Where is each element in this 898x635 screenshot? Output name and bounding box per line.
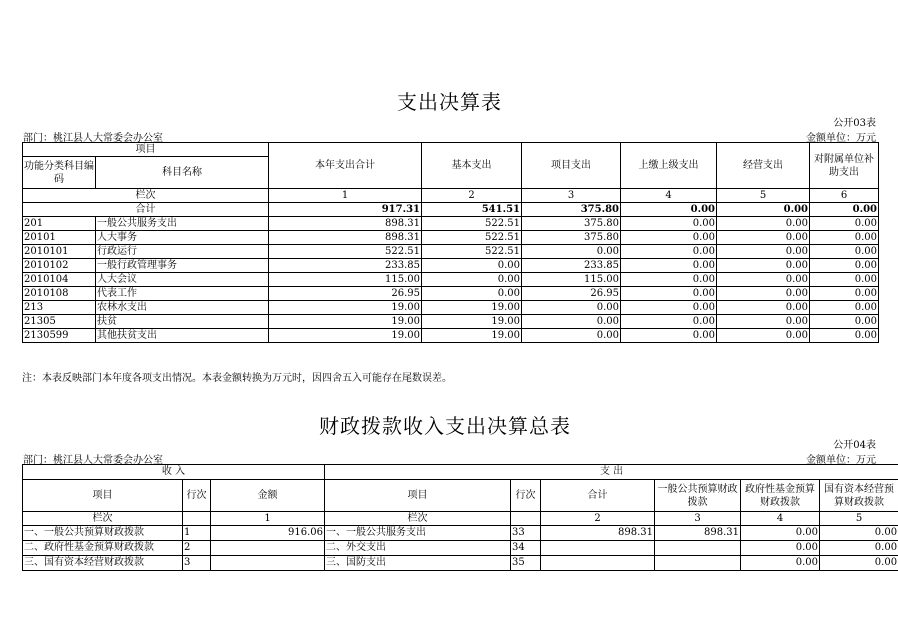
income-line: 2 xyxy=(183,541,211,556)
row-value: 233.85 xyxy=(522,259,621,273)
t2-unit: 金额单位：万元 xyxy=(806,455,876,466)
row-value: 26.95 xyxy=(269,287,422,301)
table-row xyxy=(23,526,898,541)
t1-sum-upper: 0.00 xyxy=(621,203,717,217)
row-code: 2130599 xyxy=(23,329,96,343)
t2-n1: 1 xyxy=(211,512,325,526)
t1-n2: 2 xyxy=(422,189,522,203)
row-value: 19.00 xyxy=(422,329,522,343)
t1-sum-label: 合计 xyxy=(23,203,269,217)
row-value: 898.31 xyxy=(269,231,422,245)
table-row xyxy=(23,329,879,343)
row-code: 21305 xyxy=(23,315,96,329)
t2-h-income: 收 入 xyxy=(23,465,325,480)
row-value: 115.00 xyxy=(522,273,621,287)
t1-h-item: 项目 xyxy=(23,143,269,157)
t2-h-state: 国有资本经营预算财政拨款 xyxy=(820,480,898,512)
row-value: 0.00 xyxy=(522,245,621,259)
expense-total: 898.31 xyxy=(541,526,655,541)
row-value: 0.00 xyxy=(422,273,522,287)
t1-h-oper: 经营支出 xyxy=(717,143,810,189)
t2-h-fund: 政府性基金预算财政拨款 xyxy=(741,480,820,512)
income-line: 1 xyxy=(183,526,211,541)
row-name: 扶贫 xyxy=(96,315,269,329)
t1-sum-project: 375.80 xyxy=(522,203,621,217)
table-row xyxy=(23,245,879,259)
row-value: 0.00 xyxy=(621,301,717,315)
row-value: 19.00 xyxy=(422,301,522,315)
row-value: 19.00 xyxy=(269,301,422,315)
table-row xyxy=(23,556,898,571)
expense-line: 35 xyxy=(511,556,541,571)
expense-line: 34 xyxy=(511,541,541,556)
t2-title: 财政拨款收入支出决算总表 xyxy=(319,414,571,438)
row-value: 0.00 xyxy=(522,315,621,329)
row-value: 0.00 xyxy=(522,301,621,315)
row-value: 19.00 xyxy=(269,315,422,329)
row-value: 522.51 xyxy=(269,245,422,259)
table-row xyxy=(23,301,879,315)
t2-h-lanci2: 栏次 xyxy=(325,512,511,526)
row-code: 2010102 xyxy=(23,259,96,273)
row-value: 0.00 xyxy=(717,217,810,231)
t1-title: 支出决算表 xyxy=(397,90,502,114)
row-value: 0.00 xyxy=(810,245,879,259)
table-row xyxy=(23,273,879,287)
row-value: 0.00 xyxy=(621,231,717,245)
row-value: 0.00 xyxy=(422,287,522,301)
t2-n5: 5 xyxy=(820,512,898,526)
row-value: 0.00 xyxy=(810,217,879,231)
income-item: 一、一般公共预算财政拨款 xyxy=(23,526,183,541)
row-name: 人大会议 xyxy=(96,273,269,287)
income-amount xyxy=(211,541,325,556)
row-value: 375.80 xyxy=(522,231,621,245)
expense-state: 0.00 xyxy=(820,526,898,541)
row-value: 19.00 xyxy=(422,315,522,329)
t2-dept: 部门：桃江县人大常委会办公室 xyxy=(23,455,163,466)
row-value: 0.00 xyxy=(810,315,879,329)
income-item: 二、政府性基金预算财政拨款 xyxy=(23,541,183,556)
row-value: 0.00 xyxy=(810,287,879,301)
expense-fund: 0.00 xyxy=(741,541,820,556)
row-code: 2010104 xyxy=(23,273,96,287)
expense-state: 0.00 xyxy=(820,556,898,571)
row-value: 0.00 xyxy=(810,273,879,287)
expense-state: 0.00 xyxy=(820,541,898,556)
row-value: 0.00 xyxy=(522,329,621,343)
row-value: 0.00 xyxy=(810,301,879,315)
row-value: 0.00 xyxy=(621,273,717,287)
row-value: 0.00 xyxy=(810,259,879,273)
row-value: 0.00 xyxy=(717,287,810,301)
t2-n2: 2 xyxy=(541,512,655,526)
row-value: 898.31 xyxy=(269,217,422,231)
row-name: 一般公共服务支出 xyxy=(96,217,269,231)
t1-sum-sub: 0.00 xyxy=(810,203,879,217)
income-amount: 916.06 xyxy=(211,526,325,541)
row-value: 19.00 xyxy=(269,329,422,343)
t1-n6: 6 xyxy=(810,189,879,203)
table-row xyxy=(23,315,879,329)
t1-n4: 4 xyxy=(621,189,717,203)
row-value: 115.00 xyxy=(269,273,422,287)
t1-n5: 5 xyxy=(717,189,810,203)
t1-h-total: 本年支出合计 xyxy=(269,143,422,189)
t2-h-item: 项目 xyxy=(23,480,183,512)
t1-sum-oper: 0.00 xyxy=(717,203,810,217)
table-row xyxy=(23,231,879,245)
t1-h-lanci: 栏次 xyxy=(23,189,269,203)
expense-line: 33 xyxy=(511,526,541,541)
t2-table xyxy=(22,464,898,571)
expense-general xyxy=(655,541,741,556)
t1-n3: 3 xyxy=(522,189,621,203)
t2-h-hangci: 行次 xyxy=(183,480,211,512)
row-code: 2010108 xyxy=(23,287,96,301)
row-value: 0.00 xyxy=(422,259,522,273)
t1-code: 公开03表 xyxy=(833,118,876,129)
row-value: 0.00 xyxy=(717,231,810,245)
income-line: 3 xyxy=(183,556,211,571)
t1-body xyxy=(23,217,879,343)
income-amount xyxy=(211,556,325,571)
row-value: 0.00 xyxy=(717,273,810,287)
row-name: 农林水支出 xyxy=(96,301,269,315)
row-name: 其他扶贫支出 xyxy=(96,329,269,343)
t2-h-amount: 金额 xyxy=(211,480,325,512)
table-row xyxy=(23,217,879,231)
t1-unit: 金额单位：万元 xyxy=(806,133,876,144)
table-row xyxy=(23,541,898,556)
t1-h-code: 功能分类科目编码 xyxy=(23,157,96,189)
expense-fund: 0.00 xyxy=(741,556,820,571)
row-code: 201 xyxy=(23,217,96,231)
t2-code: 公开04表 xyxy=(833,440,876,451)
t1-h-upper: 上缴上级支出 xyxy=(621,143,717,189)
row-value: 0.00 xyxy=(621,287,717,301)
expense-total xyxy=(541,541,655,556)
row-code: 213 xyxy=(23,301,96,315)
t2-h-item2: 项目 xyxy=(325,480,511,512)
row-value: 233.85 xyxy=(269,259,422,273)
t2-n4: 4 xyxy=(741,512,820,526)
expense-fund: 0.00 xyxy=(741,526,820,541)
row-value: 0.00 xyxy=(810,231,879,245)
t2-h-expense: 支 出 xyxy=(325,465,898,480)
row-value: 0.00 xyxy=(717,245,810,259)
row-name: 人大事务 xyxy=(96,231,269,245)
t1-dept: 部门：桃江县人大常委会办公室 xyxy=(23,133,163,144)
expense-item: 三、国防支出 xyxy=(325,556,511,571)
t1-h-sub: 对附属单位补助支出 xyxy=(810,143,879,189)
empty-cell xyxy=(511,512,541,526)
row-value: 0.00 xyxy=(621,259,717,273)
row-code: 2010101 xyxy=(23,245,96,259)
expense-item: 一、一般公共服务支出 xyxy=(325,526,511,541)
t1-sum-total: 917.31 xyxy=(269,203,422,217)
row-name: 代表工作 xyxy=(96,287,269,301)
row-code: 20101 xyxy=(23,231,96,245)
row-value: 0.00 xyxy=(717,315,810,329)
t1-n1: 1 xyxy=(269,189,422,203)
t1-h-basic: 基本支出 xyxy=(422,143,522,189)
t1-h-project: 项目支出 xyxy=(522,143,621,189)
t2-h-hangci2: 行次 xyxy=(511,480,541,512)
t2-n3: 3 xyxy=(655,512,741,526)
t2-h-general: 一般公共预算财政拨款 xyxy=(655,480,741,512)
expense-general: 898.31 xyxy=(655,526,741,541)
row-value: 0.00 xyxy=(621,245,717,259)
empty-cell xyxy=(183,512,211,526)
row-value: 522.51 xyxy=(422,245,522,259)
expense-total xyxy=(541,556,655,571)
row-name: 一般行政管理事务 xyxy=(96,259,269,273)
row-value: 0.00 xyxy=(621,217,717,231)
row-value: 0.00 xyxy=(810,329,879,343)
expense-item: 二、外交支出 xyxy=(325,541,511,556)
t1-table xyxy=(22,142,879,343)
row-value: 0.00 xyxy=(621,329,717,343)
t1-sum-basic: 541.51 xyxy=(422,203,522,217)
row-value: 0.00 xyxy=(621,315,717,329)
t1-note: 注：本表反映部门本年度各项支出情况。本表金额转换为万元时，因四舍五入可能存在尾数误差。 xyxy=(22,373,452,384)
row-value: 522.51 xyxy=(422,231,522,245)
table-row xyxy=(23,259,879,273)
t2-h-lanci: 栏次 xyxy=(23,512,183,526)
t1-h-name: 科目名称 xyxy=(96,157,269,189)
row-value: 0.00 xyxy=(717,259,810,273)
row-value: 0.00 xyxy=(717,329,810,343)
table-row xyxy=(23,287,879,301)
row-value: 522.51 xyxy=(422,217,522,231)
income-item: 三、国有资本经营财政拨款 xyxy=(23,556,183,571)
row-value: 0.00 xyxy=(717,301,810,315)
row-value: 26.95 xyxy=(522,287,621,301)
t2-h-total: 合计 xyxy=(541,480,655,512)
row-value: 375.80 xyxy=(522,217,621,231)
expense-general xyxy=(655,556,741,571)
row-name: 行政运行 xyxy=(96,245,269,259)
